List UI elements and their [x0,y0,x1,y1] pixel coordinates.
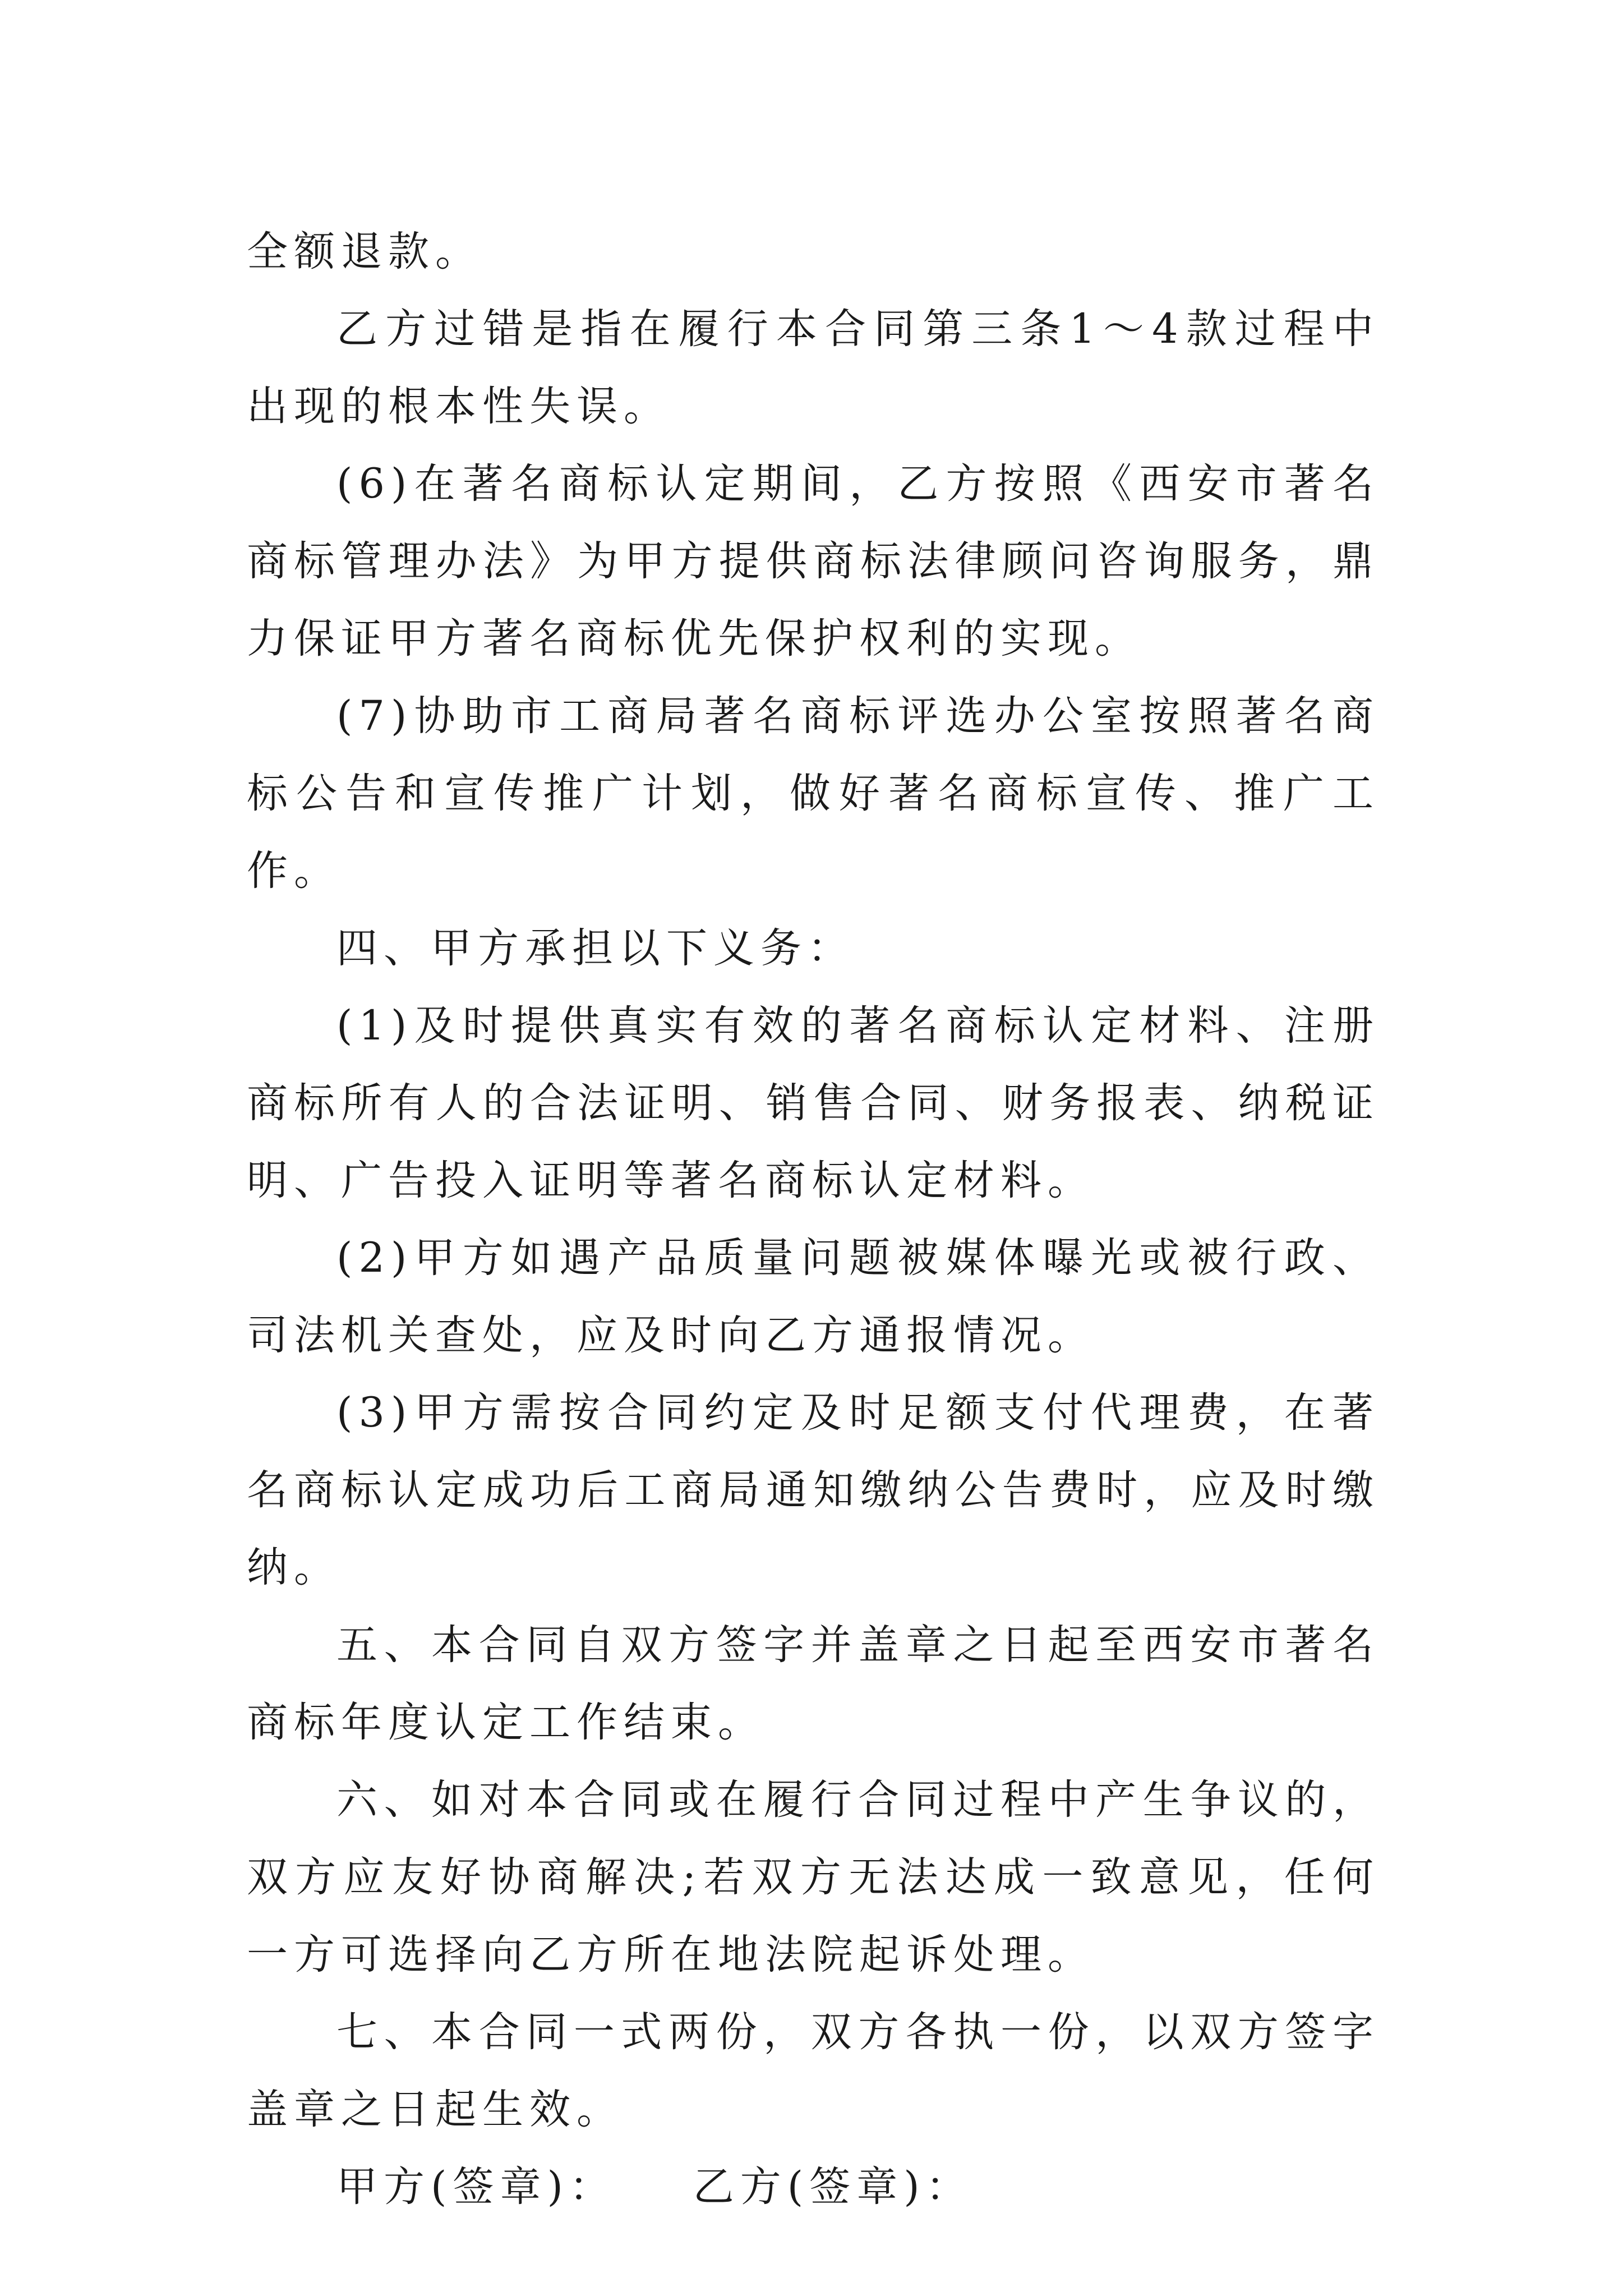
paragraph-full-refund: 全额退款。 [247,228,482,275]
paragraph-item-6: (6)在著名商标认定期间，乙方按照《西安市著名商标管理办法》为甲方提供商标法律顾问咨询服务，鼎力保证甲方著名商标优先保护权利的实现。 [247,460,1380,662]
paragraph-obligation-2: (2)甲方如遇产品质量问题被媒体曝光或被行政、司法机关查处，应及时向乙方通报情况。 [247,1234,1380,1359]
paragraph-obligation-1: (1)及时提供真实有效的著名商标认定材料、注册商标所有人的合法证明、销售合同、财务报表、纳税证明、广告投入证明等著名商标认定材料。 [247,1002,1380,1204]
section-5-term: 五、本合同自双方签字并盖章之日起至西安市著名商标年度认定工作结束。 [247,1621,1380,1746]
paragraph-obligation-3: (3)甲方需按合同约定及时足额支付代理费，在著名商标认定成功后工商局通知缴纳公告费时，应及时缴纳。 [247,1389,1380,1591]
contract-body [247,213,1380,2226]
party-a-signature-label: 甲方(签章)： [336,2163,616,2211]
section-heading-4: 四、甲方承担以下义务： [336,924,855,972]
paragraph-party-b-fault: 乙方过错是指在履行本合同第三条1～4款过程中出现的根本性失误。 [247,305,1380,430]
party-b-signature-label: 乙方(签章)： [693,2163,973,2211]
paragraph-item-7: (7)协助市工商局著名商标评选办公室按照著名商标公告和宣传推广计划，做好著名商标宣传、推广工作。 [247,692,1380,895]
section-7-copies: 七、本合同一式两份，双方各执一份，以双方签字盖章之日起生效。 [247,2008,1380,2133]
signature-line [247,2148,1380,2226]
section-6-disputes: 六、如对本合同或在履行合同过程中产生争议的，双方应友好协商解决;若双方无法达成一致意见，任何一方可选择向乙方所在地法院起诉处理。 [247,1776,1380,1978]
